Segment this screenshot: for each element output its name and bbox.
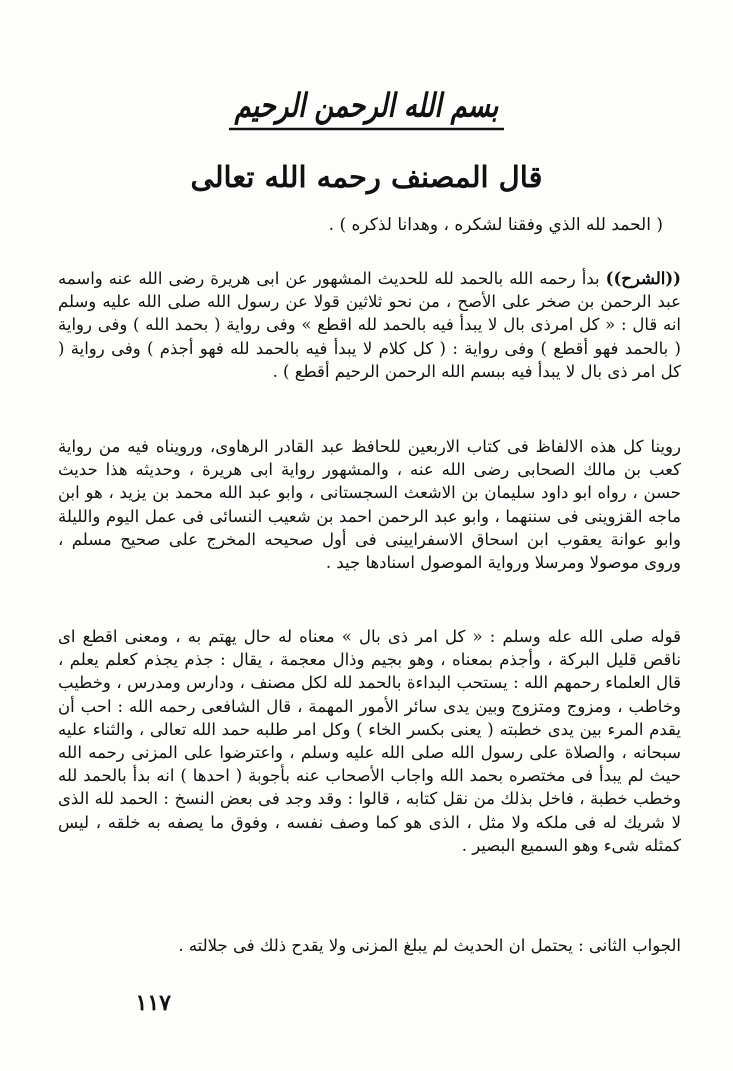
commentary-paragraph-4 — [58, 934, 681, 957]
paragraph-1-text: بدأ رحمه الله بالحمد لله للحديث المشهور عن ابى هريرة رضى الله عنه واسمه عبد الرحمن بن صخر على الأصح ، من نحو ثلاثين قولا عن رسول الله صلى الله عليه وسلم انه قال : « كل امرذى بال لا يبدأ فيه بالحمد لله اقطع » وفى رواية ( بحمد الله ) وفى رواية ( بالحمد فهو أقطع ) وفى رواية : ( كل كلام لا يبدأ فيه بالحمد لله فهو أجذم ) وفى رواية ( كل امر ذى بال لا يبدأ فيه ببسم الله الرحمن الرحيم أقطع ) . — [58, 269, 681, 381]
basmala-calligraphy — [0, 87, 733, 126]
paragraph-3-text: قوله صلى الله عله وسلم : « كل امر ذى بال » معناه له حال يهتم به ، ومعنى اقطع اى ناقص قليل البركة ، وأجذم بمعناه ، وهو بجيم وذال معجمة ، يقال : جذم يجذم كعلم يعلم ، قال العلماء رحمهم الله : يستحب البداءة بالحمد لله لكل مصنف ، ودارس ومدرس ، وخطيب وخاطب ، ومزوج ومتزوج وبين يدى سائر الأمور المهمة ، قال الشافعى رحمه الله : احب أن يقدم المرء بين يدى خطبته ( يعنى بكسر الخاء ) وكل امر طلبه حمد الله تعالى ، والثناء عليه سبحانه ، والصلاة على رسول الله صلى الله عليه وسلم ، واعترضوا على المزنى رحمه الله حيث لم يبدأ فى مختصره بحمد الله واجاب الأصحاب عنه بأجوبة ( احدها ) انه بدأ بالحمد لله وخطب خطبة ، فاخل بذلك من نقل كتابه ، قالوا : وقد وجد فى بعض النسخ : الحمد لله الذى لا شريك له فى ملكه ولا مثل ، الذى هو كما وصف نفسه ، وفوق ما يصفه به خلقه ، ليس كمثله شىء وهو السميع البصير . — [58, 627, 681, 855]
commentary-paragraph-3 — [58, 625, 681, 857]
basmala-text: بسم الله الرحمن الرحيم — [229, 88, 505, 131]
chapter-title: قال المصنف رحمه الله تعالى — [190, 160, 543, 194]
quote-text: ( الحمد لله الذي وفقنا لشكره ، وهدانا لذكره ) . — [328, 215, 663, 235]
commentary-label: ((الشرح)) — [605, 269, 681, 288]
commentary-paragraph-2 — [58, 435, 681, 574]
author-quote — [58, 214, 681, 237]
paragraph-2-text: روينا كل هذه الالفاظ فى كتاب الاربعين للحافظ عبد القادر الرهاوى، ورويناه فيه من رواية كعب بن مالك الصحابى رضى الله عنه ، والمشهور رواية ابى هريرة ، وحديثه هذا حديث حسن ، رواه ابو داود سليمان بن الاشعث السجستانى ، وابو عبد الله محمد بن يزيد ، هو ابن ماجه القزوينى فى سننهما ، وابو عبد الرحمن احمد بن شعيب النسائى فى عمل اليوم والليلة وابو عوانة يعقوب ابن اسحاق الاسفرايينى فى أول صحيحه المخرج على صحيح مسلم ، وروى موصولا ومرسلا ورواية الموصول اسنادها جيد . — [58, 437, 681, 573]
page-number: ١١٧ — [135, 990, 171, 1016]
commentary-paragraph-1 — [58, 267, 681, 383]
paragraph-4-text: الجواب الثانى : يحتمل ان الحديث لم يبلغ المزنى ولا يقدح ذلك فى جلالته . — [178, 936, 681, 955]
